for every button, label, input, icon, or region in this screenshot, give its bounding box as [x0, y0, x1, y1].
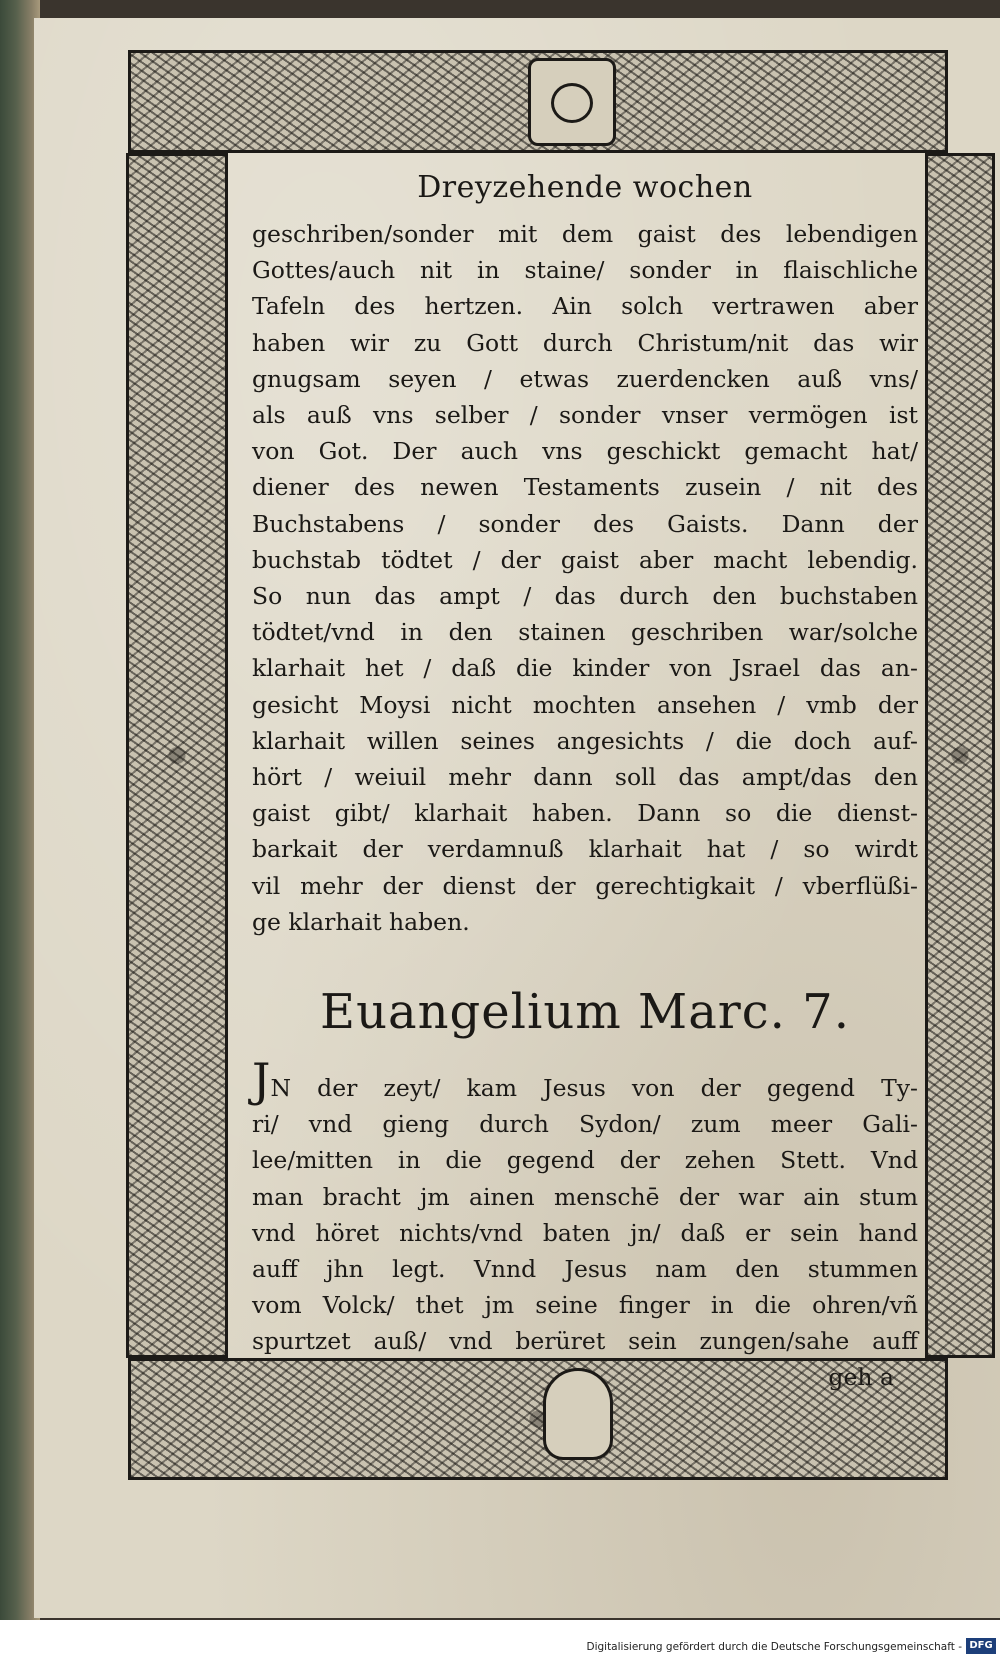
running-head: Dreyzehende wochen — [417, 170, 753, 205]
text-line: barkait der verdamnuß klarhait hat / so wirdt — [252, 835, 918, 864]
text-line: buchstab tödtet / der gaist aber macht lebendig. — [252, 545, 918, 574]
text-line: ri/ vnd gieng durch Sydon/ zum meer Gali- — [252, 1110, 918, 1139]
text-line: man bracht jm ainen menschē der war ain stum — [252, 1182, 918, 1211]
epistle-paragraph — [252, 216, 918, 940]
text-line: ge klarhait haben. — [252, 907, 470, 936]
text-line: gnugsam seyen / etwas zuerdencken auß vns/ — [252, 364, 918, 393]
text-line: klarhait willen seines angesichts / die doch auf- — [252, 726, 918, 755]
text-line: vil mehr der dienst der gerechtigkait / vberflüßi- — [252, 871, 918, 900]
text-line: vom Volck/ thet jm seine finger in die ohren/vñ — [252, 1291, 918, 1320]
text-line: tödtet/vnd in den stainen geschriben war/solche — [252, 618, 918, 647]
catchword: geh a — [828, 1362, 894, 1391]
text-line: gesicht Moysi nicht mochten ansehen / vmb der — [252, 690, 918, 719]
digitization-credit: Digitalisierung gefördert durch die Deutsche Forschungsgemeinschaft - — [586, 1641, 962, 1653]
text-block — [252, 166, 918, 1394]
text-line: vnd höret nichts/vnd baten jn/ daß er sein hand — [252, 1218, 918, 1247]
text-line: diener des newen Testaments zusein / nit des — [252, 473, 918, 502]
text-line: gaist gibt/ klarhait haben. Dann so die dienst- — [252, 799, 918, 828]
text-line: von Got. Der auch vns geschickt gemacht hat/ — [252, 437, 918, 466]
text-line: spurtzet auß/ vnd berüret sein zungen/sahe auff — [252, 1327, 918, 1356]
text-line: geschriben/sonder mit dem gaist des lebendigen — [252, 220, 918, 248]
dfg-logo: DFG — [966, 1638, 996, 1654]
text-line: Buchstabens / sonder des Gaists. Dann der — [252, 509, 918, 538]
text-line: Gottes/auch nit in staine/ sonder in flaischliche — [252, 256, 918, 285]
woodcut-border-right — [925, 153, 995, 1358]
text-line: JN der zeyt/ kam Jesus von der gegend Ty- — [252, 1053, 918, 1108]
text-line: Tafeln des hertzen. Ain solch vertrawen aber — [252, 292, 918, 321]
text-line: So nun das ampt / das durch den buchstaben — [252, 582, 918, 611]
text-line: als auß vns selber / sonder vnser vermögen ist — [252, 401, 918, 430]
gospel-heading: Euangelium Marc. 7. — [320, 984, 850, 1041]
text-line: haben wir zu Gott durch Christum/nit das wir — [252, 328, 918, 357]
text-line: hört / weiuil mehr dann soll das ampt/das den — [252, 763, 918, 792]
lion-head-ornament — [528, 58, 616, 146]
gospel-paragraph — [252, 1053, 918, 1360]
woodcut-border-left — [126, 153, 228, 1358]
text-line: auff jhn legt. Vnnd Jesus nam den stummen — [252, 1255, 918, 1284]
text-line: lee/mitten in die gegend der zehen Stett. Vnd — [252, 1146, 918, 1175]
text-line: klarhait het / daß die kinder von Jsrael das an- — [252, 654, 918, 683]
